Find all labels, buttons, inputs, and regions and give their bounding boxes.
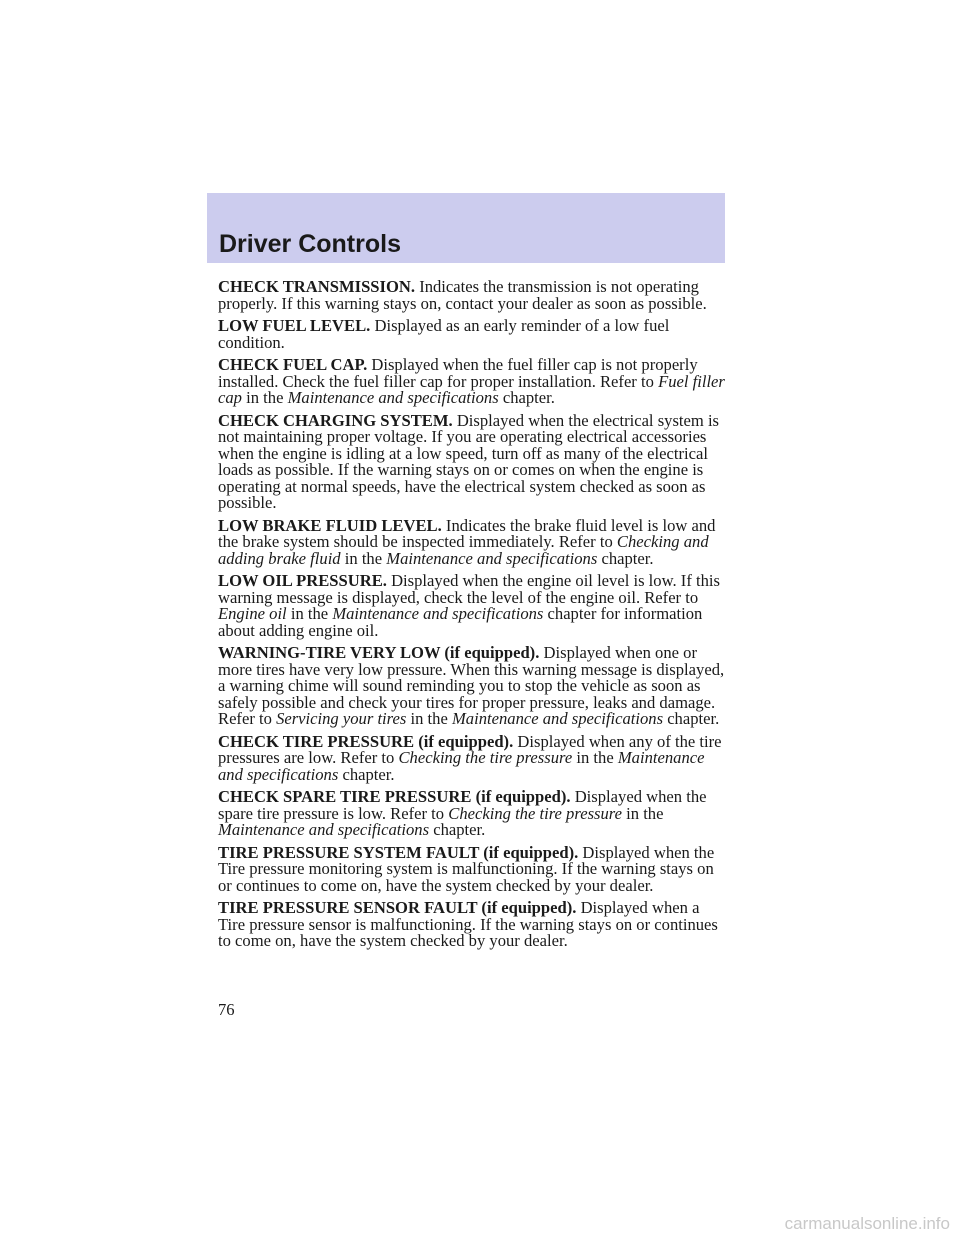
warning-message-entry (218, 410, 728, 512)
description-text: Displayed when a Tire pressure sensor is malfunctioning. If the warning stays on or continues to come on, have the system checked by your dealer. (218, 898, 718, 950)
description-text: Indicates the brake fluid level is low and the brake system should be inspected immediately. Refer to (218, 515, 716, 551)
description-text: in the (626, 803, 664, 823)
warning-message-entry (218, 842, 728, 895)
description-text: Displayed when the engine oil level is low. If this warning message is displayed, check the level of the engine oil. Refer to (218, 571, 720, 607)
warning-message-entry (218, 731, 728, 784)
warning-message-entry (218, 357, 728, 407)
description-text: in the (290, 604, 329, 623)
cross-reference: Maintenance and specifications (218, 748, 705, 784)
warning-message-term: CHECK TIRE PRESSURE (if equipped). (218, 731, 514, 751)
description-text: Indicates the transmission is not operating properly. If this warning stays on, contact your dealer as soon as possible. (218, 277, 707, 313)
warning-message-entry (218, 573, 728, 639)
cross-reference: Engine oil (218, 604, 287, 623)
description-text: chapter for information about adding engine oil. (218, 604, 703, 640)
cross-reference: Checking and adding brake fluid (218, 532, 709, 568)
description-text: Displayed when one or more tires have very low pressure. When this warning message is displayed, a warning chime will sound reminding you to stop the vehicle as soon as safely possible and check your tires for proper pressure, leaks and damage. Refer to (218, 643, 725, 728)
warning-message-entry (218, 515, 728, 568)
description-text: chapter. (433, 820, 486, 839)
section-title: Driver Controls (219, 230, 401, 258)
warning-message-term: CHECK CHARGING SYSTEM. (218, 410, 453, 430)
cross-reference: Servicing your tires (276, 709, 407, 728)
cross-reference: Maintenance and specifications (287, 388, 499, 407)
warning-message-term: LOW BRAKE FLUID LEVEL. (218, 515, 442, 535)
cross-reference: Maintenance and specifications (332, 604, 544, 623)
description-text: Displayed when any of the tire pressures are low. Refer to (218, 731, 722, 767)
description-text: chapter. (601, 548, 654, 568)
description-text: Displayed when the fuel filler cap is not properly installed. Check the fuel filler cap for proper installation. Refer to (218, 355, 698, 391)
warning-message-term: LOW FUEL LEVEL. (218, 316, 371, 335)
warning-message-entry (218, 900, 728, 950)
description-text: in the (576, 748, 614, 767)
section-header-band (207, 193, 725, 263)
warning-message-term: CHECK FUEL CAP. (218, 355, 368, 374)
description-text: Displayed as an early reminder of a low fuel condition. (218, 316, 670, 352)
warning-message-term: LOW OIL PRESSURE. (218, 571, 387, 590)
warning-message-term: TIRE PRESSURE SENSOR FAULT (if equipped). (218, 898, 577, 917)
description-text: chapter. (342, 764, 395, 784)
watermark: carmanualsonline.info (784, 1214, 950, 1233)
warning-message-entry (218, 645, 728, 728)
description-text: chapter. (502, 388, 555, 407)
warning-message-term: CHECK TRANSMISSION. (218, 277, 416, 296)
description-text: in the (246, 388, 284, 407)
description-text: in the (410, 709, 448, 728)
warning-message-entry (218, 318, 728, 351)
cross-reference: Checking the tire pressure (398, 748, 573, 767)
cross-reference: Checking the tire pressure (448, 803, 622, 823)
warning-message-term: TIRE PRESSURE SYSTEM FAULT (if equipped). (218, 842, 579, 862)
description-text: Displayed when the spare tire pressure is low. Refer to (218, 787, 707, 823)
warning-message-entry (218, 279, 728, 312)
description-text: Displayed when the Tire pressure monitoring system is malfunctioning. If the warning stays on or continues to come on, have the system checked by your dealer. (218, 842, 715, 895)
warning-message-entry (218, 789, 728, 839)
cross-reference: Maintenance and specifications (386, 548, 598, 568)
warning-messages-list (218, 279, 728, 956)
description-text: Displayed when the electrical system is not maintaining proper voltage. If you are operating electrical accessories when the engine is idling at a low speed, turn off as many of the electrical loads as possible. If the warning stays on or comes on when the engine is operating at normal speeds, have the electrical system checked as soon as possible. (218, 410, 720, 512)
description-text: in the (344, 548, 383, 568)
cross-reference: Maintenance and specifications (451, 709, 664, 728)
warning-message-term: CHECK SPARE TIRE PRESSURE (if equipped). (218, 787, 571, 806)
page-number: 76 (218, 1000, 235, 1019)
cross-reference: Fuel filler cap (218, 371, 725, 407)
cross-reference: Maintenance and specifications (218, 820, 430, 839)
description-text: chapter. (667, 709, 720, 728)
warning-message-term: WARNING-TIRE VERY LOW (if equipped). (218, 643, 540, 662)
